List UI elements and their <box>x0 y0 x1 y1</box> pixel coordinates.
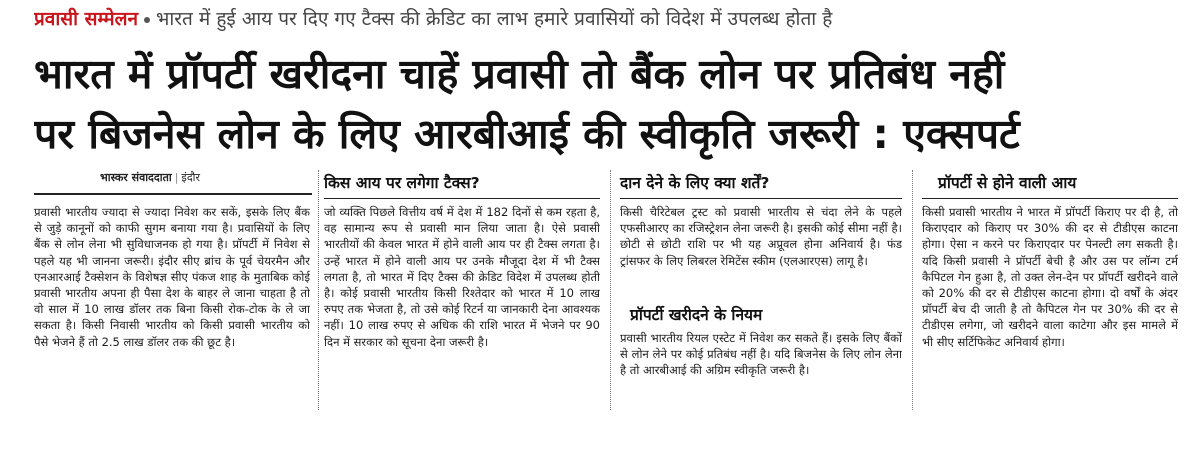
column-3-heading: दान देने के लिए क्या शर्तें? <box>620 174 770 192</box>
column-2-text: जो व्यक्ति पिछले वित्तीय वर्ष में देश में 182 दिनों से कम रहता है, वह सामान्य रूप से प्रवासी मान लिया जाता है। ऐसे प्रवासी भारतीयों की केवल भारत में होने वाली आय पर ही टैक्स लगता है। उन्हें भारत में होने वाली आय पर उनके मौजूदा देश में भी टैक्स लगता है, तो भारत में दिए टैक्स की क्रेडिट विदेश में उपलब्ध होती है। कोई प्रवासी भारतीय किसी रिश्तेदार को भारत में 10 लाख रुपए तक भेजता है, तो उसे कोई रिटर्न या जानकारी देना आवश्यक नहीं। 10 लाख रुपए से अधिक की राशि भारत में भेजने पर 90 दिन में सरकार को सूचना देना जरूरी है। <box>324 205 600 349</box>
column-3-text: किसी चैरिटेबल ट्रस्ट को प्रवासी भारतीय से चंदा लेने के पहले एफसीआरए का रजिस्ट्रेशन लेना जरूरी है। इसकी कोई सीमा नहीं है। छोटी से छोटी राशि पर भी यह अप्रूवल होना अनिवार्य है। फंड ट्रांसफर के लिए लिबरल रेमिटेंस स्कीम (एलआरएस) लागू है। <box>620 205 902 268</box>
column-1 <box>34 204 310 414</box>
headline-line-2: पर बिजनेस लोन के लिए आरबीआई की स्वीकृति जरूरी : एक्सपर्ट <box>34 110 1020 158</box>
column-divider-1 <box>318 170 319 410</box>
column-3-part-2 <box>620 330 902 414</box>
headline <box>34 44 1174 164</box>
bullet-separator <box>144 8 150 30</box>
column-3-heading-2: प्रॉपर्टी खरीदने के नियम <box>630 306 763 324</box>
headline-line-1: भारत में प्रॉपर्टी खरीदना चाहें प्रवासी तो बैंक लोन पर प्रतिबंध नहीं <box>34 50 1005 98</box>
column-2 <box>324 204 600 414</box>
column-3-text-2: प्रवासी भारतीय रियल एस्टेट में निवेश कर सकते हैं। इसके लिए बैंकों से लोन लेने पर कोई प्रतिबंध नहीं है। यदि बिजनेस के लिए लोन लेना है तो आरबीआई की अग्रिम स्वीकृति जरूरी है। <box>620 331 902 378</box>
byline <box>100 170 200 186</box>
column-4-text: किसी प्रवासी भारतीय ने भारत में प्रॉपर्टी किराए पर दी है, तो किराएदार को किराए पर 30% की दर से टीडीएस काटना होगा। ऐसा न करने पर किराएदार पर पेनल्टी लग सकती है। यदि किसी प्रवासी ने प्रॉपर्टी बेची है और उस पर लॉन्ग टर्म कैपिटल गेन हुआ है, तो उक्त लेन-देन पर प्रॉपर्टी खरीदने वाले को 20% की दर से टीडीएस काटना होगा। दो वर्षों के अंदर प्रॉपर्टी बेच दी जाती है तो कैपिटल गेन पर 30% की दर से टीडीएस लगेगा, जो खरीदने वाला काटेगा और इस मामले में भी सीए सर्टिफिकेट अनिवार्य होगा। <box>922 205 1178 349</box>
kicker-deck: भारत में हुई आय पर दिए गए टैक्स की क्रेडिट का लाभ हमारे प्रवासियों को विदेश में उपलब्ध होता है <box>156 8 833 30</box>
byline-separator: | <box>174 171 179 184</box>
section-label: प्रवासी सम्मेलन <box>34 8 138 30</box>
byline-city: इंदौर <box>181 171 201 184</box>
column-1-text: प्रवासी भारतीय ज्यादा से ज्यादा निवेश कर सकें, इसके लिए बैंक से जुड़े कानूनों को काफी सुगम बनाया गया है। प्रवासियों के लिए बैंक से लोन लेना भी सुविधाजनक हो गया है। प्रॉपर्टी में निवेश से पहले यह भी जानना जरूरी। इंदौर सीए ब्रांच के पूर्व चेयरमैन और एनआरआई टैक्सेशन के विशेषज्ञ सीए पंकज शाह के मुताबिक कोई प्रवासी भारतीय अपना ही पैसा देश के बाहर ले जाना चाहता है तो वो साल में 10 लाख डॉलर तक बिना किसी रोक-टोक के ले जा सकता है। किसी निवासी भारतीय को किसी प्रवासी भारतीय को पैसे भेजने हैं तो 2.5 लाख डॉलर तक की छूट है। <box>34 205 310 349</box>
column-3-heading-rule <box>620 198 902 199</box>
column-3-part-1 <box>620 204 902 300</box>
column-divider-2 <box>610 170 611 410</box>
column-4-heading: प्रॉपर्टी से होने वाली आय <box>938 174 1077 192</box>
byline-rule <box>34 193 312 195</box>
kicker-line <box>34 4 1174 34</box>
column-2-heading-rule <box>324 198 600 199</box>
column-divider-3 <box>912 170 913 410</box>
column-4 <box>922 204 1178 414</box>
column-4-heading-rule <box>922 198 1178 199</box>
byline-reporter: भास्कर संवाददाता <box>100 171 172 184</box>
column-2-heading: किस आय पर लगेगा टैक्स? <box>324 174 480 192</box>
